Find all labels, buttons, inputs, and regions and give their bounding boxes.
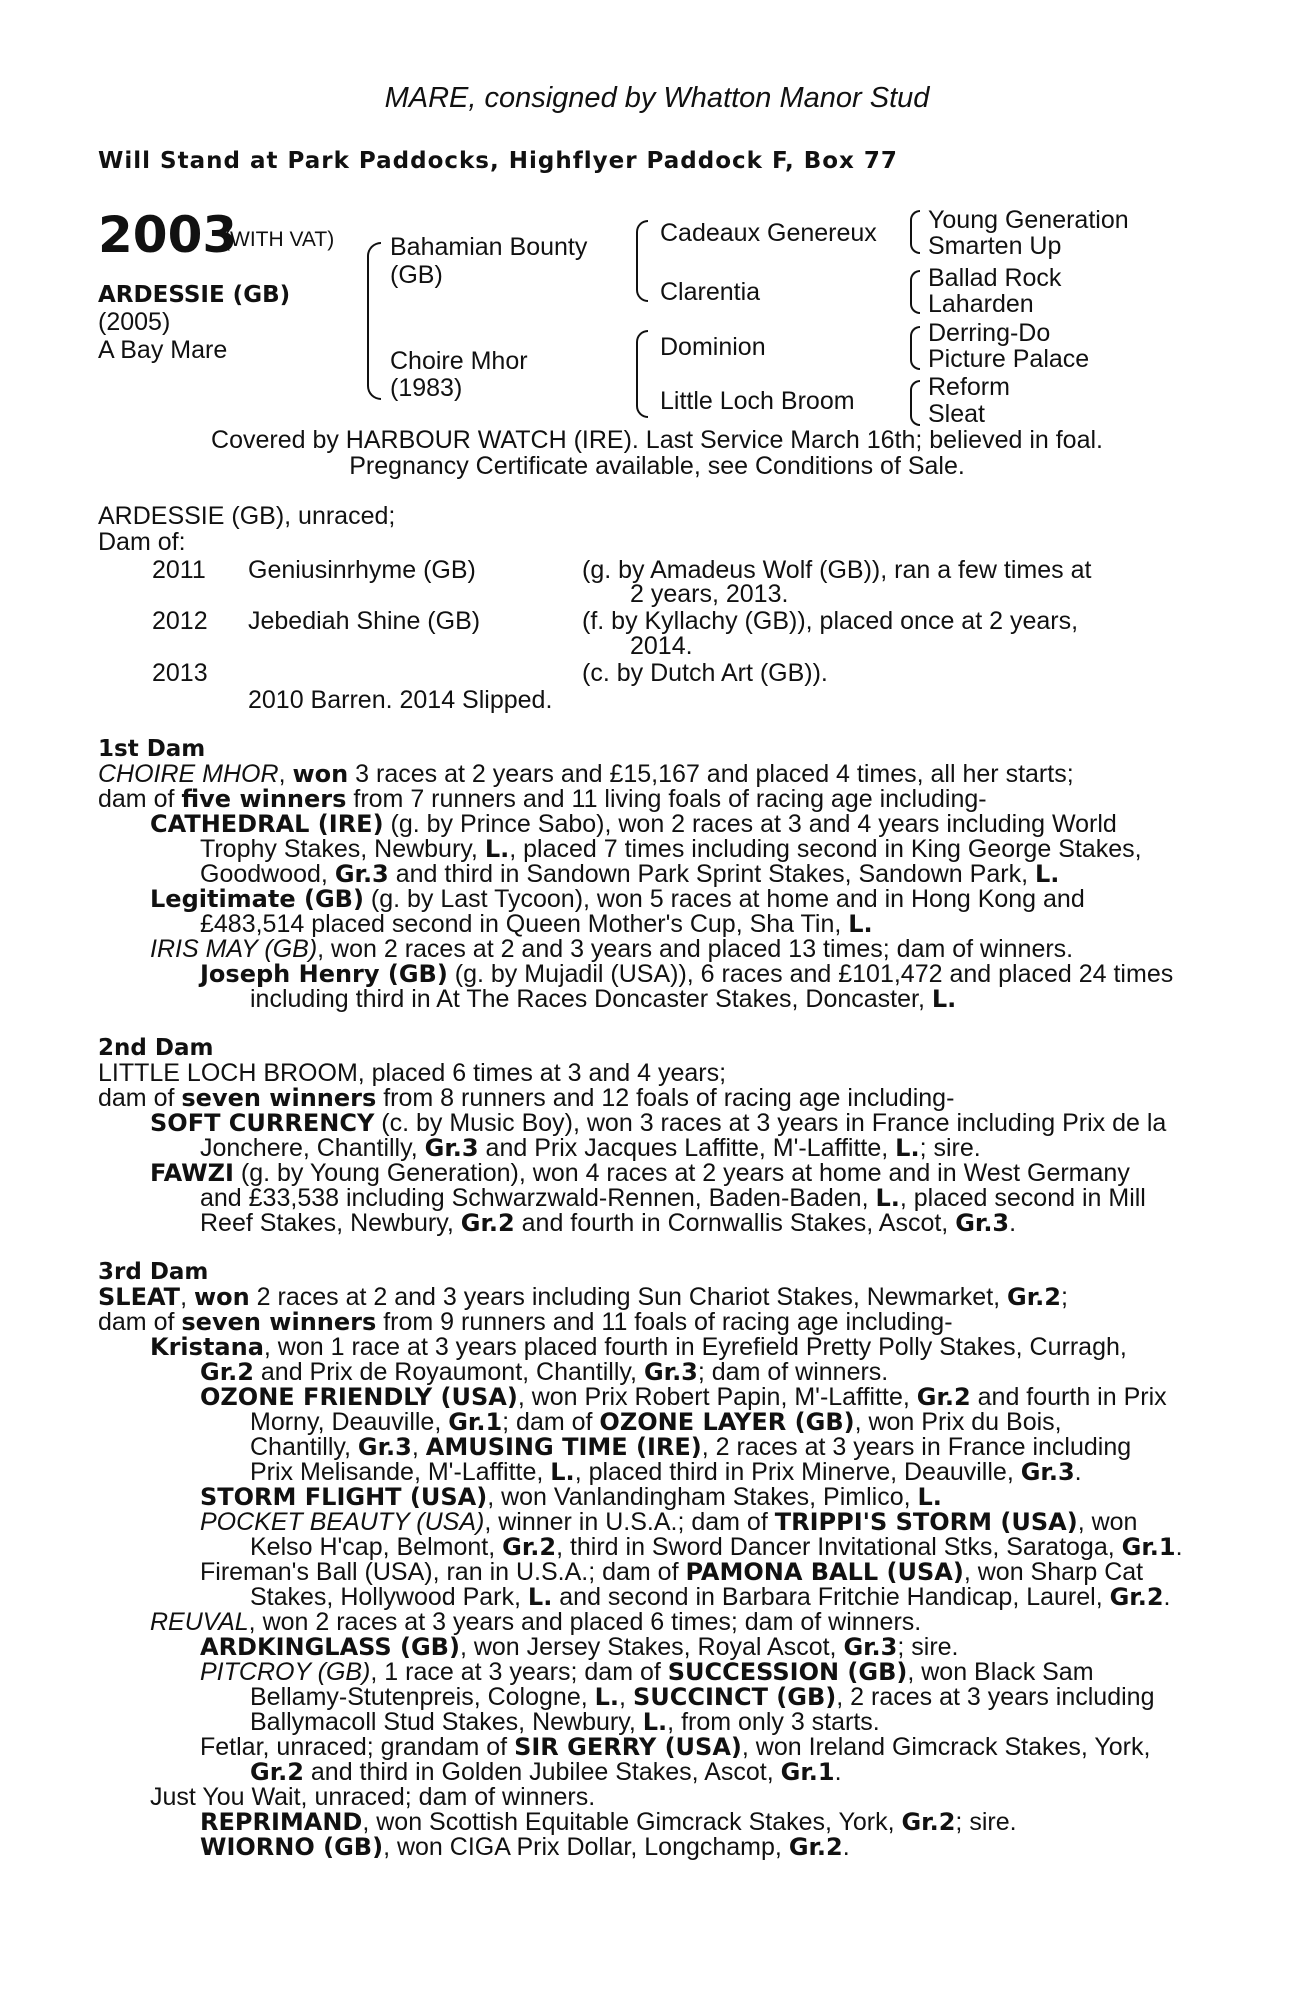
progeny-line: Joseph Henry (GB) (g. by Mujadil (USA)), 6 races and £101,472 and placed 24 times [200,960,1174,988]
dam: Choire Mhor [390,347,528,375]
produce-details: 2 years, 2013. [630,580,789,608]
dam-sire: Dominion [660,333,766,361]
progeny-line: OZONE FRIENDLY (USA), won Prix Robert Papin, M'-Laffitte, Gr.2 and fourth in Prix [200,1383,1167,1411]
progeny-line: Chantilly, Gr.3, AMUSING TIME (IRE), 2 races at 3 years in France including [250,1433,1132,1461]
progeny-line: ARDKINGLASS (GB), won Jersey Stakes, Royal Ascot, Gr.3; sire. [200,1633,959,1661]
sire: Bahamian Bounty [390,233,588,261]
dss: Derring-Do [928,319,1051,347]
progeny-line: Goodwood, Gr.3 and third in Sandown Park Sprint Stakes, Sandown Park, L. [200,860,1060,888]
progeny-line: Fetlar, unraced; grandam of SIR GERRY (USA), won Ireland Gimcrack Stakes, York, [200,1733,1151,1761]
progeny-line: REPRIMAND, won Scottish Equitable Gimcrack Stakes, York, Gr.2; sire. [200,1808,1017,1836]
sire-dam: Clarentia [660,278,761,306]
produce-year: 2012 [152,607,208,635]
sds: Ballad Rock [928,264,1062,292]
section-heading: 3rd Dam [98,1259,209,1285]
progeny-line: PITCROY (GB), 1 race at 3 years; dam of SUCCESSION (GB), won Black Sam [200,1658,1094,1686]
dds: Reform [928,373,1010,401]
dam-text: dam of seven winners from 9 runners and 11 foals of racing age including- [98,1308,953,1336]
dam-text: LITTLE LOCH BROOM, placed 6 times at 3 and 4 years; [98,1059,727,1087]
progeny-line: including third in At The Races Doncaster Stakes, Doncaster, L. [250,985,957,1013]
progeny-line: Kristana, won 1 race at 3 years placed fourth in Eyrefield Pretty Polly Stakes, Curragh, [150,1333,1127,1361]
progeny-line: POCKET BEAUTY (USA), winner in U.S.A.; dam of TRIPPI'S STORM (USA), won [200,1508,1138,1536]
produce-details: (f. by Kyllachy (GB)), placed once at 2 years, [582,607,1079,635]
mare-description: A Bay Mare [98,336,228,364]
sire-sire: Cadeaux Genereux [660,219,877,247]
mare-year: (2005) [98,308,171,336]
pregnancy-line: Pregnancy Certificate available, see Conditions of Sale. [349,452,965,480]
mare-intro: ARDESSIE (GB), unraced; [98,502,396,530]
produce-year: 2011 [152,556,206,584]
dam-text: dam of five winners from 7 runners and 11 living foals of racing age including- [98,785,987,813]
progeny-line: STORM FLIGHT (USA), won Vanlandingham Stakes, Pimlico, L. [200,1483,942,1511]
progeny-line: Prix Melisande, M'-Laffitte, L., placed third in Prix Minerve, Deauville, Gr.3. [250,1458,1082,1486]
pedigree-brace [910,270,920,314]
mare-name: ARDESSIE (GB) [98,282,291,308]
dsd: Picture Palace [928,345,1090,373]
pedigree-brace [910,380,920,426]
progeny-line: Fireman's Ball (USA), ran in U.S.A.; dam of PAMONA BALL (USA), won Sharp Cat [200,1558,1144,1586]
page-title: MARE, consigned by Whatton Manor Stud [384,82,930,114]
dam-year: (1983) [390,374,463,402]
pedigree-brace [636,220,648,302]
progeny-line: Legitimate (GB) (g. by Last Tycoon), won 5 races at home and in Hong Kong and [150,885,1085,913]
dam-of-label: Dam of: [98,528,186,556]
produce-name: Geniusinrhyme (GB) [248,556,476,584]
produce-year: 2013 [152,659,208,687]
covered-line: Covered by HARBOUR WATCH (IRE). Last Service March 16th; believed in foal. [211,426,1103,454]
progeny-line: Bellamy-Stutenpreis, Cologne, L., SUCCINCT (GB), 2 races at 3 years including [250,1683,1155,1711]
progeny-line: Ballymacoll Stud Stakes, Newbury, L., from only 3 starts. [250,1708,880,1736]
progeny-line: Gr.2 and third in Golden Jubilee Stakes, Ascot, Gr.1. [250,1758,842,1786]
progeny-line: Gr.2 and Prix de Royaumont, Chantilly, Gr.3; dam of winners. [200,1358,889,1386]
progeny-line: Reef Stakes, Newbury, Gr.2 and fourth in Cornwallis Stakes, Ascot, Gr.3. [200,1209,1017,1237]
progeny-line: £483,514 placed second in Queen Mother's Cup, Sha Tin, L. [200,910,873,938]
produce-name: Jebediah Shine (GB) [248,607,481,635]
ssd: Smarten Up [928,232,1062,260]
pedigree-brace [367,242,381,400]
section-heading: 2nd Dam [98,1035,214,1061]
pedigree-brace [910,210,920,254]
progeny-line: and £33,538 including Schwarzwald-Rennen, Baden-Baden, L., placed second in Mill [200,1184,1146,1212]
sire-origin: (GB) [390,261,443,289]
sdd: Laharden [928,290,1034,318]
sss: Young Generation [928,206,1129,234]
progeny-line: Just You Wait, unraced; dam of winners. [150,1783,596,1811]
lot-number: 2003 [98,206,238,264]
progeny-line: IRIS MAY (GB), won 2 races at 2 and 3 years and placed 13 times; dam of winners. [150,935,1074,963]
progeny-line: CATHEDRAL (IRE) (g. by Prince Sabo), won 2 races at 3 and 4 years including World [150,810,1117,838]
progeny-line: Stakes, Hollywood Park, L. and second in Barbara Fritchie Handicap, Laurel, Gr.2. [250,1583,1171,1611]
vat-label: (WITH VAT) [223,228,335,251]
progeny-line: Trophy Stakes, Newbury, L., placed 7 times including second in King George Stakes, [200,835,1142,863]
produce-details: (c. by Dutch Art (GB)). [582,659,828,687]
progeny-line: Kelso H'cap, Belmont, Gr.2, third in Sword Dancer Invitational Stks, Saratoga, Gr.1. [250,1533,1183,1561]
dam-text: dam of seven winners from 8 runners and 12 foals of racing age including- [98,1084,955,1112]
progeny-line: REUVAL, won 2 races at 3 years and placed 6 times; dam of winners. [150,1608,922,1636]
progeny-line: Jonchere, Chantilly, Gr.3 and Prix Jacques Laffitte, M'-Laffitte, L.; sire. [200,1134,981,1162]
pedigree-brace [910,326,920,370]
dam-dam: Little Loch Broom [660,387,855,415]
ddd: Sleat [928,400,985,428]
progeny-line: WIORNO (GB), won CIGA Prix Dollar, Longchamp, Gr.2. [200,1833,850,1861]
stand-location: Will Stand at Park Paddocks, Highflyer Paddock F, Box 77 [98,148,898,174]
progeny-line: Morny, Deauville, Gr.1; dam of OZONE LAYER (GB), won Prix du Bois, [250,1408,1062,1436]
dam-text: SLEAT, won 2 races at 2 and 3 years including Sun Chariot Stakes, Newmarket, Gr.2; [98,1283,1068,1311]
progeny-line: SOFT CURRENCY (c. by Music Boy), won 3 races at 3 years in France including Prix de la [150,1109,1167,1137]
produce-details: (g. by Amadeus Wolf (GB)), ran a few times at [582,556,1092,584]
section-heading: 1st Dam [98,736,206,762]
pedigree-brace [636,330,648,418]
barren-note: 2010 Barren. 2014 Slipped. [248,686,553,714]
progeny-line: FAWZI (g. by Young Generation), won 4 races at 2 years at home and in West Germany [150,1159,1130,1187]
produce-details: 2014. [630,632,693,660]
dam-text: CHOIRE MHOR, won 3 races at 2 years and £15,167 and placed 4 times, all her starts; [98,760,1074,788]
